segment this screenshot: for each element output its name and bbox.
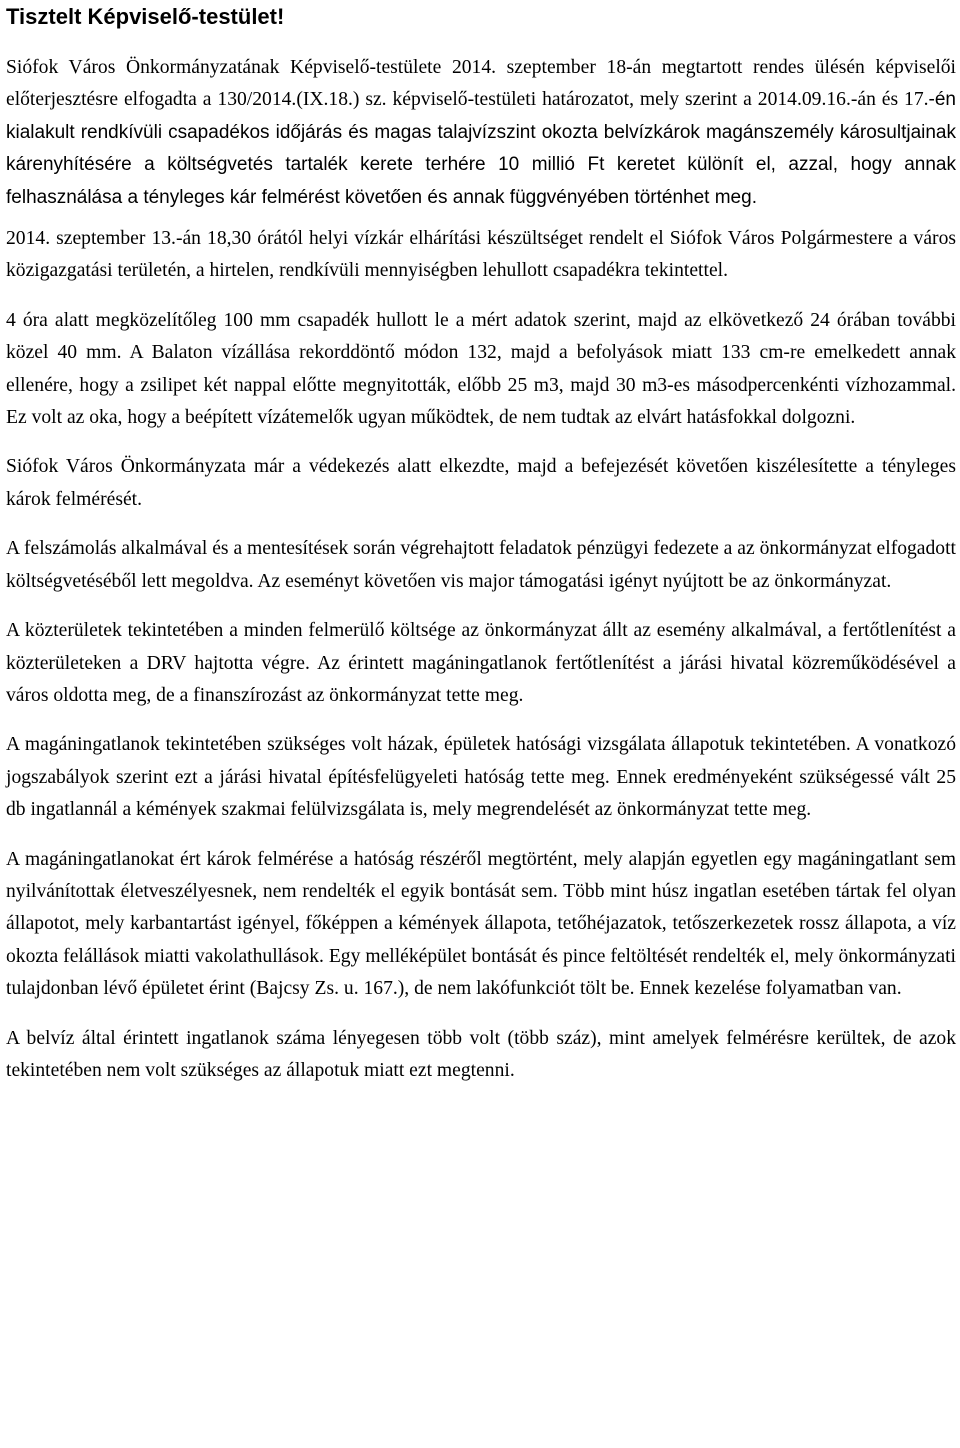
paragraph-damage-survey: Siófok Város Önkormányzata már a védekezés alatt elkezdte, majd a befejezését követően kiszélesítette a tényleges károk felmérését. [6, 456, 956, 510]
paragraph-resolution [6, 52, 956, 214]
paragraph-resolution-continuation: -én kialakult rendkívüli csapadékos időjárás és magas talajvízszint okozta belvízkárok magánszemély károsultjainak kárenyhítésére a költségvetés tartalék kerete terhére 10 millió Ft keretet különít el, azzal, hogy annak felhasználása a tényleges kár felmérést követően és annak függvényében történhet meg. [6, 89, 956, 208]
document-page [6, 0, 956, 1087]
paragraph-private-properties: A magáningatlanok tekintetében szükséges volt házak, épületek hatósági vizsgálata állapotuk tekintetében. A vonatkozó jogszabályok szerint ezt a járási hivatal építésfelügyeleti hatóság tette meg. Ennek eredményeként szükségessé vált 25 db ingatlannál a kémények szakmai felülvizsgálata is, mely megrendelését az önkormányzat tette meg. [6, 734, 956, 821]
paragraph-alert: 2014. szeptember 13.-án 18,30 órától helyi vízkár elhárítási készültséget rendelt el Siófok Város Polgármestere a város közigazgatási területén, a hirtelen, rendkívüli mennyiségben lehullott csapadékra tekintettel. [6, 228, 956, 282]
paragraph-resolution-text: Siófok Város Önkormányzatának Képviselő-testülete 2014. szeptember 18-án megtartott rendes ülésén képviselői előterjesztésre elfogadta a 130/2014.(IX.18.) sz. képviselő-testületi határozatot, mely szerint a 2014.09.16.-án és 17. [6, 57, 956, 111]
paragraph-damage-assessment: A magáningatlanokat ért károk felmérése a hatóság részéről megtörtént, mely alapján egyetlen egy magáningatlant sem nyilvánítottak életveszélyesnek, nem rendelték el egyik bontását sem. Több mint húsz ingatlan esetében tártak fel olyan állapotot, mely karbantartást igényel, főképpen a kémények állapota, tetőhéjazatok, tetőszerkezetek rossz állapota, a víz okozta felállások miatti vakolathullások. Egy melléképület bontását és pince feltöltését rendelték el, mely önkormányzati tulajdonban lévő épületet érint (Bajcsy Zs. u. 167.), de nem lakófunkciót tölt be. Ennek kezelése folyamatban van. [6, 848, 956, 1000]
document-heading: Tisztelt Képviselő-testület! [6, 4, 285, 29]
paragraph-rainfall: 4 óra alatt megközelítőleg 100 mm csapadék hullott le a mért adatok szerint, majd az elkövetkező 24 órában további közel 40 mm. A Balaton vízállása rekorddöntő módon 132, majd a befolyások miatt 133 cm-re emelkedett annak ellenére, hogy a zsilipet két nappal előtte megnyitották, előbb 25 m3, majd 30 m3-es másodpercenkénti vízhozammal. Ez volt az oka, hogy a beépített vízátemelők ugyan működtek, de nem tudtak az elvárt hatásfokkal dolgozni. [6, 309, 956, 429]
paragraph-financing: A felszámolás alkalmával és a mentesítések során végrehajtott feladatok pénzügyi fedezete a az önkormányzat elfogadott költségvetéséből lett megoldva. Az eseményt követően vis major támogatási igényt nyújtott be az önkormányzat. [6, 538, 956, 592]
paragraph-public-areas: A közterületek tekintetében a minden felmerülő költsége az önkormányzat állt az esemény alkalmával, a fertőtlenítést a közterületeken a DRV hajtotta végre. Az érintett magáningatlanok fertőtlenítést a járási hivatal közreműködésével a város oldotta meg, de a finanszírozást az önkormányzat tette meg. [6, 620, 956, 706]
paragraph-affected-properties: A belvíz által érintett ingatlanok száma lényegesen több volt (több száz), mint amelyek felmérésre kerültek, de azok tekintetében nem volt szükséges az állapotuk miatt ezt megtenni. [6, 1027, 956, 1081]
